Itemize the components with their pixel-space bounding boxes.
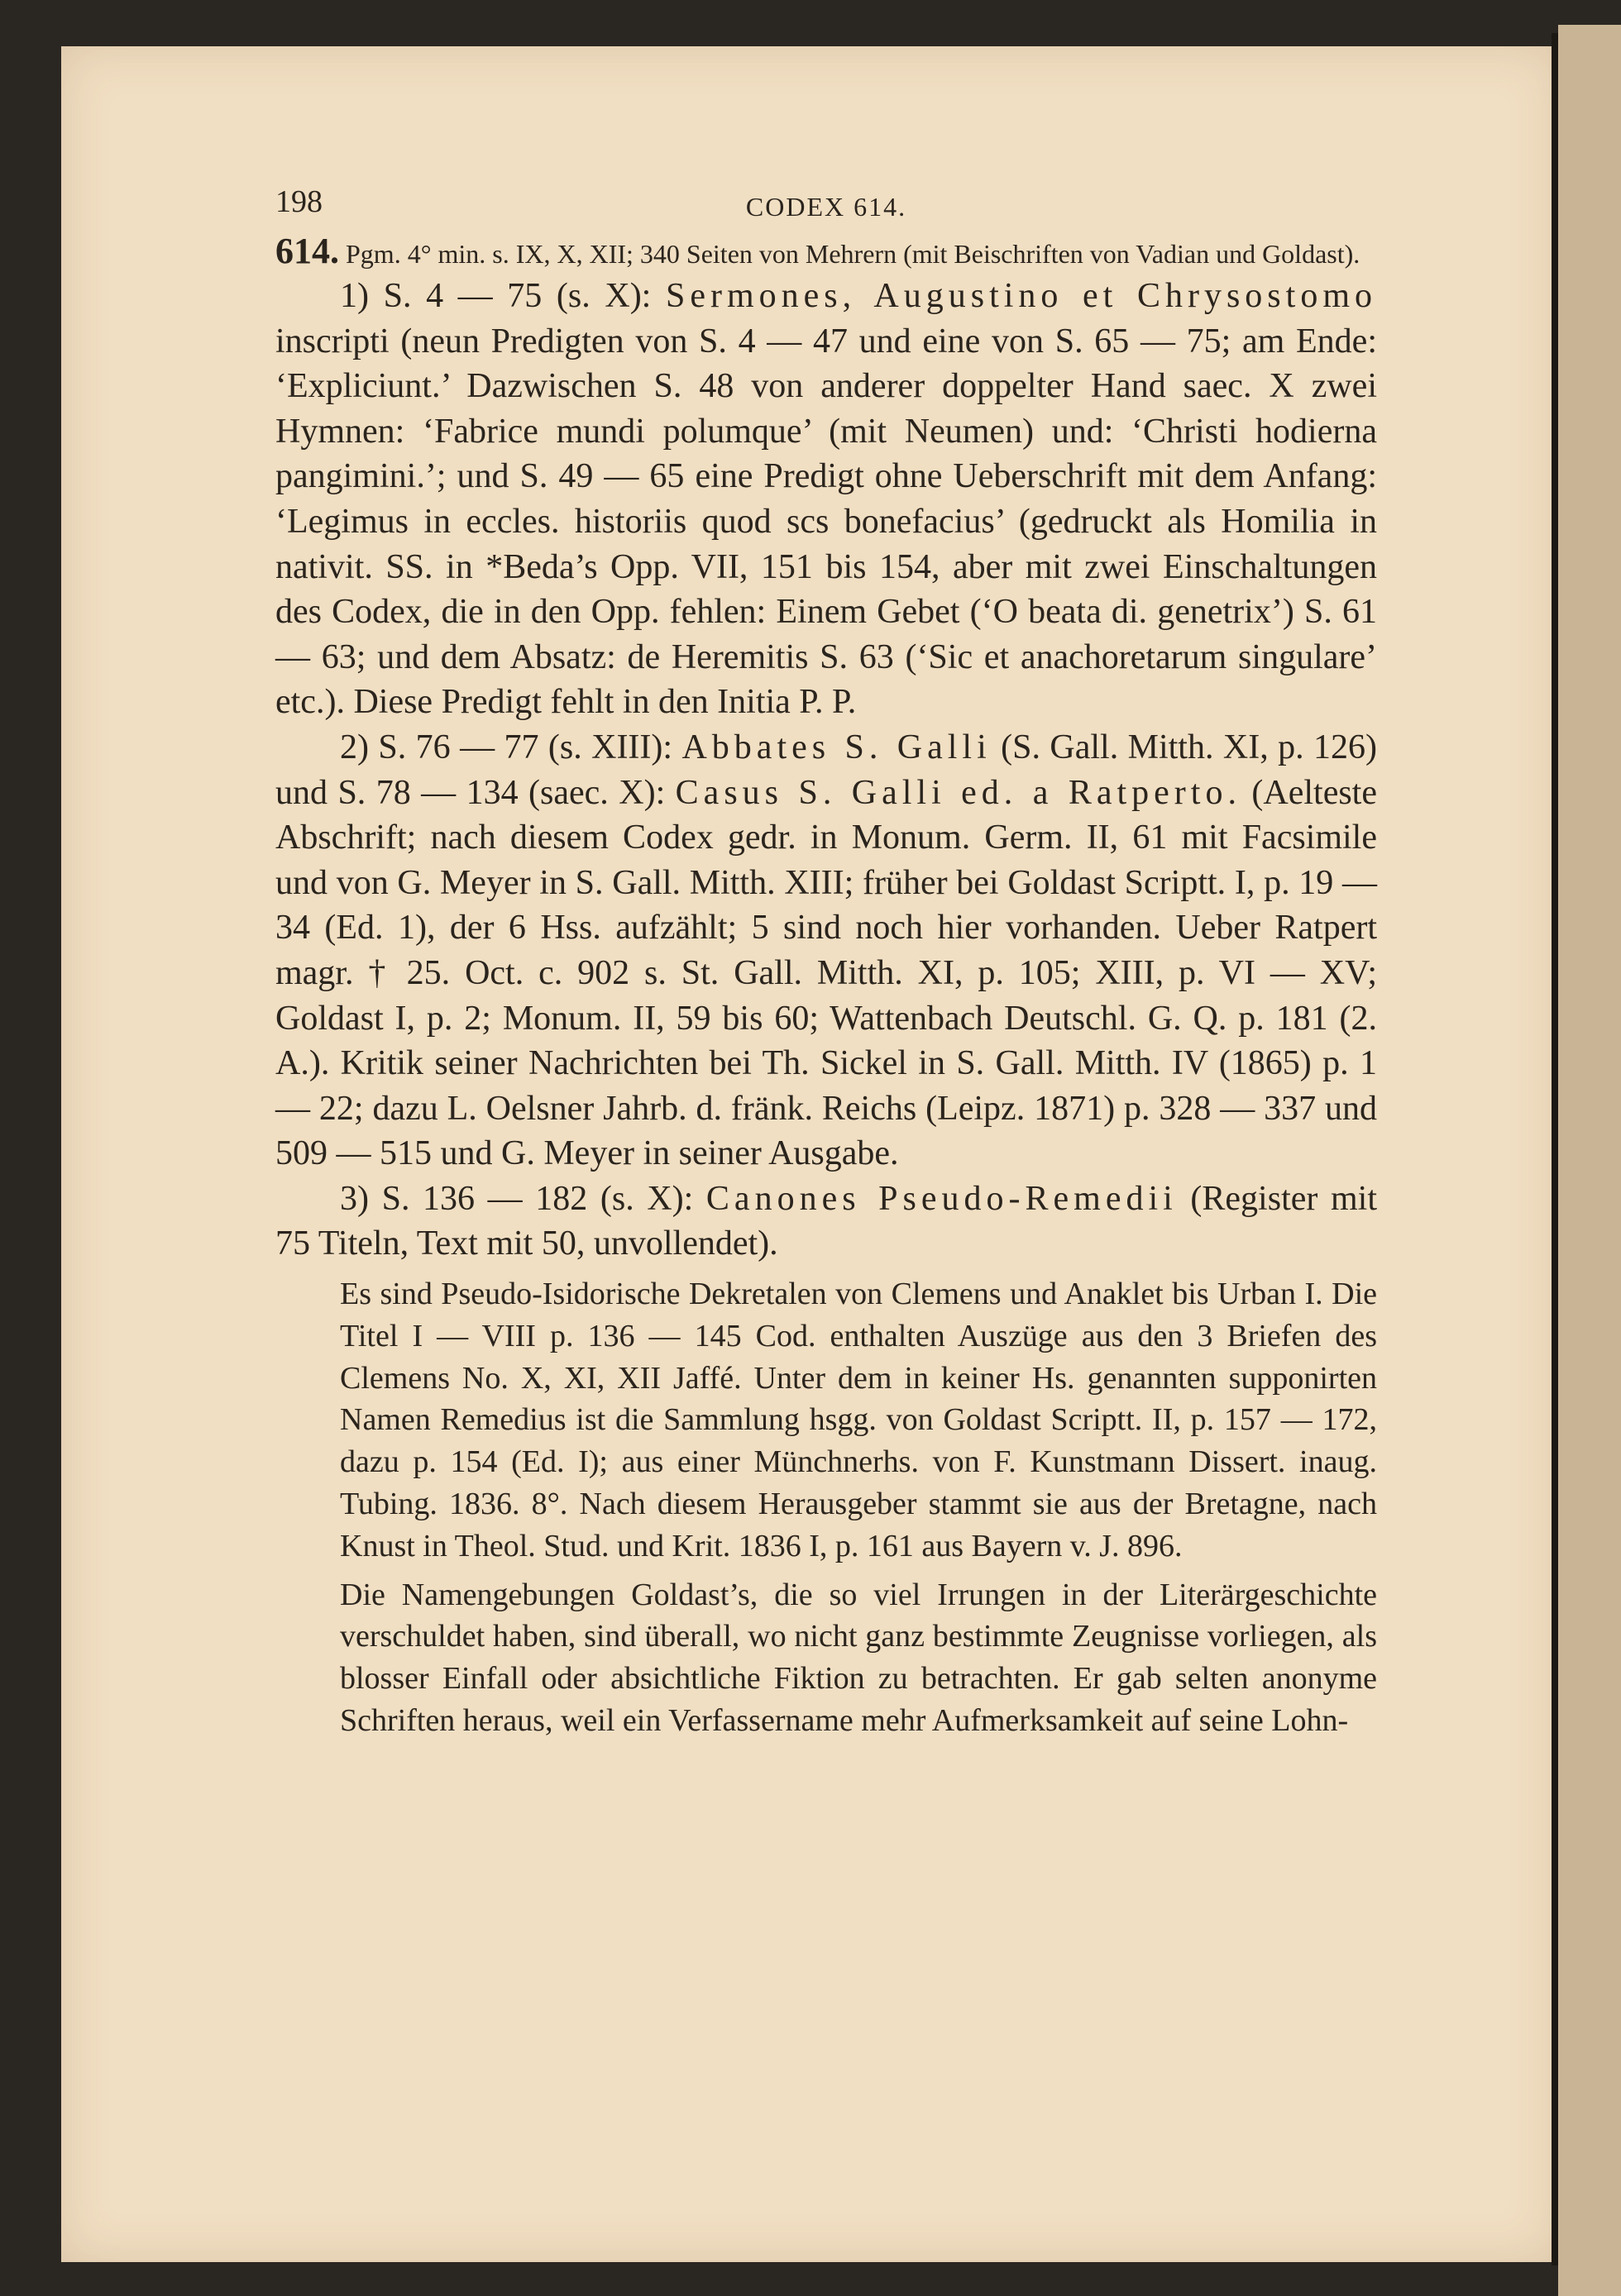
section-1: [275, 274, 1377, 725]
page-number: 198: [275, 184, 323, 219]
binding-strip: [1558, 25, 1621, 2296]
section-2-title-casus: Casus S. Galli ed. a Ratperto.: [675, 773, 1241, 812]
section-3-text: (Register mit 75 Titeln, Text mit 50, unvollendet).: [275, 1179, 1377, 1263]
page-header: [275, 174, 1377, 232]
section-1-title: Sermones, Augustino et Chrysostomo: [665, 277, 1377, 315]
section-1-text: inscripti (neun Predigten von S. 4 — 47 und eine von S. 65 — 75; am Ende: ‘Expliciunt.’ Dazwischen S. 48 von anderer doppelter Hand saec. X zwei Hymnen: ‘Fabrice mundi polumque’ (mit Neumen) und: ‘Christi hodierna pangimini.’; und S. 49 — 65 eine Predigt ohne Ueberschrift mit dem Anfang: ‘Legimus in eccles. historiis quod scs bonefacius’ (gedruckt als Homilia in nativit. SS. in *Beda’s Opp. VII, 151 bis 154, aber mit zwei Einschaltungen des Codex, die in den Opp. fehlen: Einem Gebet (‘O beata di. genetrix’) S. 61 — 63; und dem Absatz: de Heremitis S. 63 (‘Sic et anachoretarum singulare’ etc.). Diese Predigt fehlt in den Initia P. P.: [275, 322, 1377, 722]
section-3-intro: 3) S. 136 — 182 (s. X):: [340, 1179, 706, 1218]
section-2-mid: (S. Gall. Mitth. XI, p. 126) und S. 78 — 134 (saec. X):: [275, 728, 1377, 812]
section-2-text: (Aelteste Abschrift; nach diesem Codex gedr. in Monum. Germ. II, 61 mit Facsimile und von G. Meyer in S. Gall. Mitth. XIII; früher bei Goldast Scriptt. I, p. 19 — 34 (Ed. 1), der 6 Hss. aufzählt; 5 sind noch hier vorhanden. Ueber Ratpert magr. † 25. Oct. c. 902 s. St. Gall. Mitth. XI, p. 105; XIII, p. VI — XV; Goldast I, p. 2; Monum. II, 59 bis 60; Wattenbach Deutschl. G. Q. p. 181 (2. A.). Kritik seiner Nachrichten bei Th. Sickel in S. Gall. Mitth. IV (1865) p. 1 — 22; dazu L. Oelsner Jahrb. d. fränk. Reichs (Leipz. 1871) p. 328 — 337 und 509 — 515 und G. Meyer in seiner Ausgabe.: [275, 773, 1377, 1173]
entry-description: Pgm. 4° min. s. IX, X, XII; 340 Seiten von Mehrern (mit Beischriften von Vadian und Goldast).: [346, 239, 1360, 269]
entry-number: 614.: [275, 231, 339, 271]
codex-entry: [275, 232, 1377, 274]
note-pseudo-isidore: Es sind Pseudo-Isidorische Dekretalen von Clemens und Anaklet bis Urban I. Die Titel I — VIII p. 136 — 145 Cod. enthalten Auszüge aus den 3 Briefen des Clemens No. X, XI, XII Jaffé. Unter dem in keiner Hs. genannten supponirten Namen Remedius ist die Sammlung hsgg. von Goldast Scriptt. II, p. 157 — 172, dazu p. 154 (Ed. I); aus einer Münchnerhs. von F. Kunstmann Dissert. inaug. Tubing. 1836. 8°. Nach diesem Herausgeber stammt sie aus der Bretagne, nach Knust in Theol. Stud. und Krit. 1836 I, p. 161 aus Bayern v. J. 896.: [340, 1277, 1377, 1563]
section-2-title-abbates: Abbates S. Galli: [681, 728, 992, 766]
section-3-title: Canones Pseudo-Remedii: [705, 1179, 1178, 1218]
note-goldast: Die Namengebungen Goldast’s, die so viel Irrungen in der Literärgeschichte verschuldet haben, sind überall, wo nicht ganz bestimmte Zeugnisse vorliegen, als blosser Einfall oder absichtliche Fiktion zu betrachten. Er gab selten anonyme Schriften heraus, weil ein Verfassername mehr Aufmerksamkeit auf seine Lohn-: [340, 1577, 1377, 1739]
page-content: [275, 174, 1377, 1742]
section-1-intro: 1) S. 4 — 75 (s. X):: [340, 277, 666, 315]
section-2-intro: 2) S. 76 — 77 (s. XIII):: [340, 728, 682, 766]
running-title: CODEX 614.: [745, 192, 907, 222]
section-2: [275, 725, 1377, 1177]
section-3: [275, 1177, 1377, 1267]
